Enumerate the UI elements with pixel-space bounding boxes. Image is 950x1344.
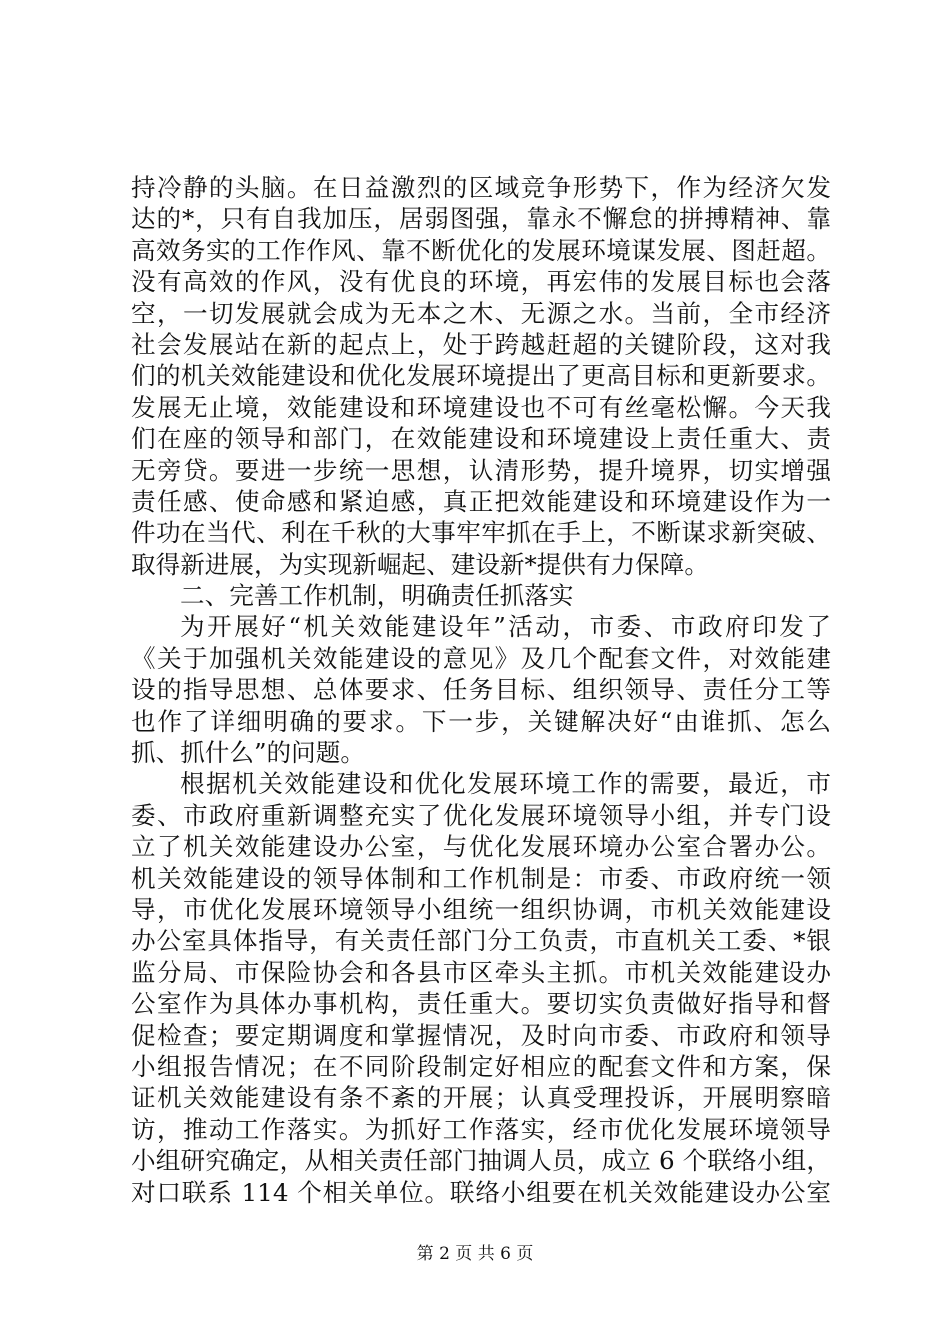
text-line: 达的*，只有自我加压，居弱图强，靠永不懈怠的拼搏精神、靠 — [131, 204, 831, 234]
text-line: 持冷静的头脑。在日益激烈的区域竞争形势下，作为经济欠发 — [131, 173, 831, 202]
text-line: 没有高效的作风，没有优良的环境，再宏伟的发展目标也会落 — [131, 267, 831, 297]
text-line: 根据机关效能建设和优化发展环境工作的需要，最近，市 — [180, 769, 831, 799]
text-line: 访，推动工作落实。为抓好工作落实，经市优化发展环境领导 — [131, 1114, 831, 1144]
text-line: 机关效能建设的领导体制和工作机制是：市委、市政府统一领 — [131, 863, 831, 893]
text-line: 委、市政府重新调整充实了优化发展环境领导小组，并专门设 — [131, 800, 831, 830]
text-line: 发展无止境，效能建设和环境建设也不可有丝毫松懈。今天我 — [131, 392, 831, 422]
text-line: 空，一切发展就会成为无本之木、无源之水。当前，全市经济 — [131, 298, 831, 328]
paragraph — [131, 611, 831, 768]
text-line: 《关于加强机关效能建设的意见》及几个配套文件，对效能建 — [131, 643, 831, 673]
text-line: 高效务实的工作作风、靠不断优化的发展环境谋发展、图赶超。 — [131, 235, 831, 265]
text-line: 立了机关效能建设办公室，与优化发展环境办公室合署办公。 — [131, 832, 831, 862]
text-line: 办公室具体指导，有关责任部门分工负责，市直机关工委、*银 — [131, 926, 831, 956]
text-line: 社会发展站在新的起点上，处于跨越赶超的关键阶段，这对我 — [131, 329, 831, 359]
text-line: 监分局、市保险协会和各县市区牵头主抓。市机关效能建设办 — [131, 957, 831, 987]
text-line: 责任感、使命感和紧迫感，真正把效能建设和环境建设作为一 — [131, 486, 831, 516]
text-line: 小组研究确定，从相关责任部门抽调人员，成立 6 个联络小组， — [131, 1146, 831, 1176]
section-heading-text: 二、完善工作机制，明确责任抓落实 — [180, 581, 574, 611]
text-line: 设的指导思想、总体要求、任务目标、组织领导、责任分工等 — [131, 675, 831, 705]
text-line: 小组报告情况；在不同阶段制定好相应的配套文件和方案，保 — [131, 1051, 831, 1081]
text-line: 为开展好“机关效能建设年”活动，市委、市政府印发了 — [180, 612, 831, 642]
page-number-footer: 第 2 页 共 6 页 — [416, 1244, 534, 1264]
text-line: 无旁贷。要进一步统一思想，认清形势，提升境界，切实增强 — [131, 455, 831, 485]
text-line: 导，市优化发展环境领导小组统一组织协调，市机关效能建设 — [131, 894, 831, 924]
paragraph — [131, 768, 831, 1207]
section-heading — [131, 580, 831, 611]
text-line: 取得新进展，为实现新崛起、建设新*提供有力保障。 — [131, 549, 709, 579]
text-line: 公室作为具体办事机构，责任重大。要切实负责做好指导和督 — [131, 989, 831, 1019]
text-line: 促检查；要定期调度和掌握情况，及时向市委、市政府和领导 — [131, 1020, 831, 1050]
text-line: 也作了详细明确的要求。下一步，关键解决好“由谁抓、怎么 — [131, 706, 831, 736]
text-line: 证机关效能建设有条不紊的开展；认真受理投诉，开展明察暗 — [131, 1083, 831, 1113]
paragraph-continuation — [131, 172, 831, 580]
text-line: 件功在当代、利在千秋的大事牢牢抓在手上，不断谋求新突破、 — [131, 518, 831, 548]
document-body — [131, 172, 831, 1208]
text-line: 们的机关效能建设和优化发展环境提出了更高目标和更新要求。 — [131, 361, 831, 391]
text-line: 对口联系 114 个相关单位。联络小组要在机关效能建设办公室 — [131, 1177, 831, 1207]
text-line: 们在座的领导和部门，在效能建设和环境建设上责任重大、责 — [131, 424, 831, 454]
text-line: 抓、抓什么”的问题。 — [131, 738, 365, 768]
